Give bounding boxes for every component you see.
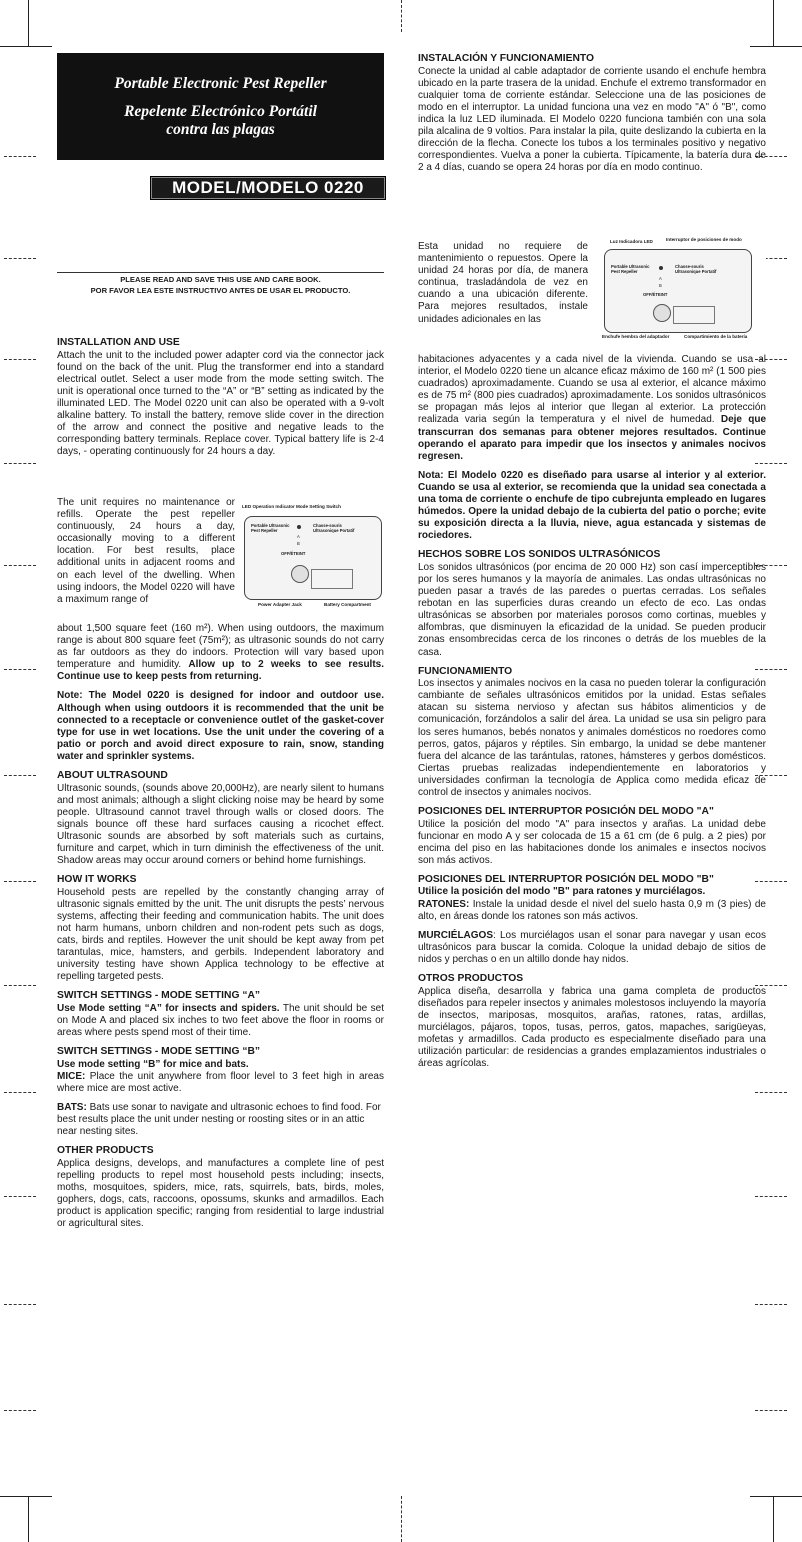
model-number: MODEL/MODELO 0220 [150,176,386,200]
speaker-icon [291,565,309,583]
device-title-left-es: Portable Ultrasonic Pest Repeller [611,264,650,274]
cut-mark [4,156,36,157]
cut-mark [4,1304,36,1305]
battery-label-es: Compartimiento de la batería [684,334,748,339]
funcionamiento-text: Los insectos y animales nocivos en la casa no pueden tolerar la configuración cambiante de señales ultrasónicos emitidos por la unidad. Estas señales atacan su sistema nervioso y afectan sus hábitos alimenticios y de comunicación, forzándolos a salir del área. La unidad se usa sin peligro para los seres humanos, bebés nonatos y animales domésticos no roedores como perros, gatos, pájaros y réptiles. Sin embargo, la unidad se debe mantener fuera del alcance de las tarántulas, ratones, hámsteres y gerbos domésticos. Ciertas pruebas realizadas independientemente en laboratorios y universidades confirman la tecnología de Applica como medida eficaz de control de insectos y animales nocivos. [418,678,766,798]
mantenimiento-text-1: Esta unidad no requiere de mantenimiento o repuestos. Opere la unidad 24 horas por día, de manera continua, trasladándola de vez en cuando a una ubicación diferente. Para mejores resultados, instale unidades adicionales en las [418,241,588,325]
mode-switch-label-es: Interruptor de posiciones de modo [666,237,742,242]
off-mark-es: OFF/ÉTEINT [643,292,668,297]
maintenance-text-narrow [57,497,235,613]
modo-b-heading: POSICIONES DEL INTERRUPTOR POSICIÓN DEL MODO "B" [418,873,714,885]
english-column [57,337,384,465]
how-it-works-heading: HOW IT WORKS [57,874,137,886]
battery-cover [311,569,353,589]
maintenance-results: Allow up to 2 weeks to see results. Continue use to keep pests from returning. [57,659,384,683]
fold-mark [401,1496,402,1542]
mode-b-subheading: Use mode setting “B” for mice and bats. [57,1058,249,1070]
mantenimiento-alcance: habitaciones adyacentes y a cada nivel de la vivienda. Cuando se usa al interior, el Modelo 0220 tiene un alcance eficaz máximo de 160 m² (1 500 pies cuadrados) aproximadamente. Cuando se usa al exterior, el alcance máximo es de 75 m² (800 pies cuadrados) aproximadamente. Los sonidos ultrasónicos se propagan más lejos al interior que llegan al exterior. La protección realizada varia según la temperatura y el nivel de humedad. [418,354,766,426]
fold-mark [401,0,402,32]
title-spanish-1: Repelente Electrónico Portátil [124,103,317,120]
murcielagos-text: MURCIÉLAGOS: Los murciélagos usan el sonar para navegar y usan ecos ultrasónicos para buscar la comida. Coloque la unidad debajo de sitios de nidos y perchas o en un altillo donde hay nidos. [418,929,766,965]
other-products-text: Applica designs, develops, and manufactures a complete line of pest repelling products to repel most household pests including; insects, moths, mosquitoes, spiders, mice, rats, squirrels, bats, birds, moles, gophers, dogs, cats, raccoons, opossums, skunks and armadillos. Each product is application specific; ranging from residential to large industrial or agricultural sites. [57,1157,384,1230]
mode-b-heading: SWITCH SETTINGS - MODE SETTING “B” [57,1046,261,1058]
otros-productos-text: Applica diseña, desarrolla y fabrica una gama completa de productos diseñados para repeler insectos y animales molestosos incluyendo la mayoría de insectos, mariposas, mosquitos, arañas, ratones, ratas, ardillas, murciélagos, pájaros, topos, tusas, perros, gatos, mapaches, sarigüeyas, mofetas y armadillos. Cada producto es especialmente diseñado para una utilización particular: de residencias a grandes emplazamientos industriales o áreas agrícolas. [418,985,766,1070]
crop-mark [750,46,802,47]
ultrasonicos-text: Los sonidos ultrasónicos (por encima de 20 000 Hz) son casí imperceptibles por los seres humanos y la mayoría de animales. Las ondas ultrasónicas no pueden pasar a través de las paredes o puertas cerradas. Los señales rebotan en las superficies duras creando un efecto de eco. Las ondas ultrasónicas se absorben por materiales porosos como cortinas, muebles y alfombras, que disminuyen la eficazidad de la unidad. Se pueden producir zonas ensombrecidas cerca de los rincones o detrás de los muebles de la casa. [418,561,766,658]
ratones-text: RATONES: Instale la unidad desde el nivel del suelo hasta 0,9 m (3 pies) de alto, en áreas donde los ratones son más activos. [418,898,766,922]
cut-mark [755,1410,787,1411]
crop-mark [750,1496,802,1497]
nota-exterior: Nota: El Modelo 0220 es diseñado para usarse al interior y al exterior. Cuando se usa al exterior, se recomienda que la unidad sea conectada a una toma de corriente o enchufe de tipo cubrejunta empleado en lugares húmedos. Opere la unidad debajo de la cubierta del patio o porche; evite su exposición directa a la lluvia, nieve, agua estancada y sistemas de rociedores. [418,469,766,542]
otros-productos-heading: OTROS PRODUCTOS [418,973,524,985]
mode-a-mark-es: A [659,276,662,281]
power-jack-label-es: Enchufe hembra del adaptador [602,334,670,339]
modo-a-heading: POSICIONES DEL INTERRUPTOR POSICIÓN DEL MODO "A" [418,806,714,818]
modo-a-text: Utilice la posición del modo "A" para insectos y arañas. La unidad debe funcionar en modo A y ser colocada de 15 a 61 cm (de 6 pulg. a 2 pies) por encima del piso en las habitaciones donde los animales e insectos nocivos son más activos. [418,818,766,866]
cut-mark [4,565,36,566]
cut-mark [4,258,36,259]
crop-mark [773,1496,774,1542]
mode-b-mark: B [297,541,300,546]
cut-mark [4,1410,36,1411]
spanish-column-main [418,354,766,1077]
off-mark: OFF/ÉTEINT [281,551,306,556]
cut-mark [755,1304,787,1305]
cut-mark [4,985,36,986]
cut-mark [4,1196,36,1197]
led-label-es: Luz Indicadora LED [610,239,653,244]
mode-switch-label: Mode Setting Switch [296,504,341,509]
led-indicator-icon [659,266,663,270]
cut-mark [755,1196,787,1197]
device-title-right: Chasse-souris Ultrasonique Portatif [313,523,355,533]
device-body [244,516,382,600]
cut-mark [755,1092,787,1093]
device-title-right-es: Chasse-souris Ultrasonique Portatif [675,264,717,274]
title-banner [57,53,384,160]
crop-mark [28,1496,29,1542]
device-body-es [604,249,752,333]
bats-text: BATS: Bats use sonar to navigate and ultrasonic echoes to find food. For best results place the unit under nesting or roosting sites or in an attic near nesting sites. [57,1102,381,1138]
mode-a-text: Use Mode setting “A” for insects and spiders. The unit should be set on Mode A and placed six inches to two feet above the floor in rooms or areas where pests spend most of their time. [57,1002,384,1039]
power-jack-label: Power Adapter Jack [258,602,302,607]
instalacion-heading: INSTALACIÓN Y FUNCIONAMIENTO [418,53,595,64]
cut-mark [4,881,36,882]
instalacion-text: Conecte la unidad al cable adaptador de corriente usando el enchufe hembra ubicado en la parte trasera de la unidad. Enchufe el extremo transformador en cualquier toma de corriente estándar. Seleccione una de las posiciones de modo en el interruptor. La unidad funciona una vez en modo "A" ó "B", como indica la luz LED iluminada. El Modelo 0220 funciona también con una sola pila alcalina de 9 voltios. Para instalar la pila, quite deslizando la cubierta en la dirección de la flecha. Conecte los tubos a los terminales positivo y negativo correspondientes. Vuelva a poner la cubierta. Típicamente, la batería dura de 2 a 4 días, cuando se opera 24 horas por día en modo continuo. [418,65,766,174]
notice-spanish: POR FAVOR LEA ESTE INSTRUCTIVO ANTES DE USAR EL PRODUCTO. [90,286,351,295]
led-indicator-icon [297,525,301,529]
device-title-left: Portable Ultrasonic Pest Repeller [251,523,290,533]
cut-mark [4,669,36,670]
cut-mark [4,463,36,464]
outdoor-note: Note: The Model 0220 is designed for indoor and outdoor use. Although when using outdoors it is recommended that the unit be connected to a receptacle or convenience outlet of the gasket-cover type for use in wet locations. Use the unit under the covering of a patio or porch and avoid direct exposure to rain, snow, standing water and sprinkler systems. [57,690,384,762]
crop-mark [28,0,29,46]
battery-cover [673,306,715,324]
maintenance-text-1: The unit requires no maintenance or refills. Operate the pest repeller continuously, 24 hours a day, occasionally moving to a different location. For best results, place additional units in adjacent rooms and on each level of the dwelling. When using indoors, the Model 0220 will have a maximum range of [57,497,235,605]
ultrasonicos-heading: HECHOS SOBRE LOS SONIDOS ULTRASÓNICOS [418,549,661,561]
crop-mark [0,1496,52,1497]
notice-english: PLEASE READ AND SAVE THIS USE AND CARE BOOK. [120,275,321,284]
spanish-column [418,53,766,181]
how-it-works-text: Household pests are repelled by the constantly changing array of ultrasonic signals emitted by the unit. The unit disrupts the pests’ nervous systems, affecting their feeding and communication habits. The unit does not harm humans, unborn children and non-rodent pets such as dogs, cats, birds and reptiles. However the unit should be kept away from pet tarantulas, mice, hamsters, and gerbils. Independent laboratory and university testing have shown Applica technology to be effective at repelling targeted pests. [57,886,384,983]
mantenimiento-resultados: Deje que transcurran dos semanas para obtener mejores resultados. Continue operando el aparato para impedir que los insectos y animales nocivos regresen. [418,414,767,462]
crop-mark [773,0,774,46]
maintenance-text-2 [57,623,384,683]
mode-a-heading: SWITCH SETTINGS - MODE SETTING “A” [57,990,261,1002]
english-column-main [57,623,384,1237]
title-spanish-2: contra las plagas [166,121,275,138]
led-label: LED Operation Indicator [242,504,295,509]
mode-b-mark-es: B [659,283,662,288]
crop-mark [0,46,52,47]
title-english: Portable Electronic Pest Repeller [114,75,327,92]
ultrasound-heading: ABOUT ULTRASOUND [57,770,168,782]
mantenimiento-text-2 [418,354,766,463]
read-notice [57,272,384,296]
device-diagram-spanish [600,235,766,341]
mice-text: MICE: Place the unit anywhere from floor level to 3 feet high in areas where mice are most active. [57,1070,384,1094]
installation-text: Attach the unit to the included power adapter cord via the connector jack found on the back of the unit. Plug the transformer end into a standard electrical outlet. Select a user mode from the mode setting switch. The unit is operational once turned to the “A” or “B” setting as indicated by the illuminated LED. The Model 0220 unit can also be operated with a 9-volt alkaline battery. To install the battery, remove slide cover in the direction of the arrow and connect the positive and negative leads to the corresponding battery terminals. Replace cover. Typical battery life is 2-4 days, - operating continuously for 24 hours a day. [57,349,384,458]
modo-b-subheading: Utilice la posición del modo "B" para ratones y murciélagos. [418,886,706,898]
cut-mark [4,359,36,360]
device-diagram-english [240,502,384,608]
battery-label: Battery Compartment [324,602,371,607]
mantenimiento-narrow [418,241,588,333]
other-products-heading: OTHER PRODUCTS [57,1145,154,1157]
cut-mark [4,1092,36,1093]
mode-a-mark: A [297,534,300,539]
funcionamiento-heading: FUNCIONAMIENTO [418,665,513,677]
maintenance-range: about 1,500 square feet (160 m²). When using outdoors, the maximum range is about 800 square feet (75m²); as ultrasonic sounds do not carry as far outdoors as they do indoors. Protection will vary based upon temperature and humidity. [57,623,384,671]
speaker-icon [653,304,671,322]
installation-heading: INSTALLATION AND USE [57,337,180,348]
cut-mark [4,775,36,776]
ultrasound-text: Ultrasonic sounds, (sounds above 20,000Hz), are nearly silent to humans and most animals; although a slight clicking noise may be heard by some people. Ultrasound cannot travel through walls or closed doors. The signals bounce off these hard surfaces causing a ricochet effect. Ultrasonic sounds are absorbed by soft materials such as curtains, furniture and carpet, which in turn diminish the effectiveness of the unit. Shadow areas may occur around corners or behind home furnishings. [57,782,384,867]
